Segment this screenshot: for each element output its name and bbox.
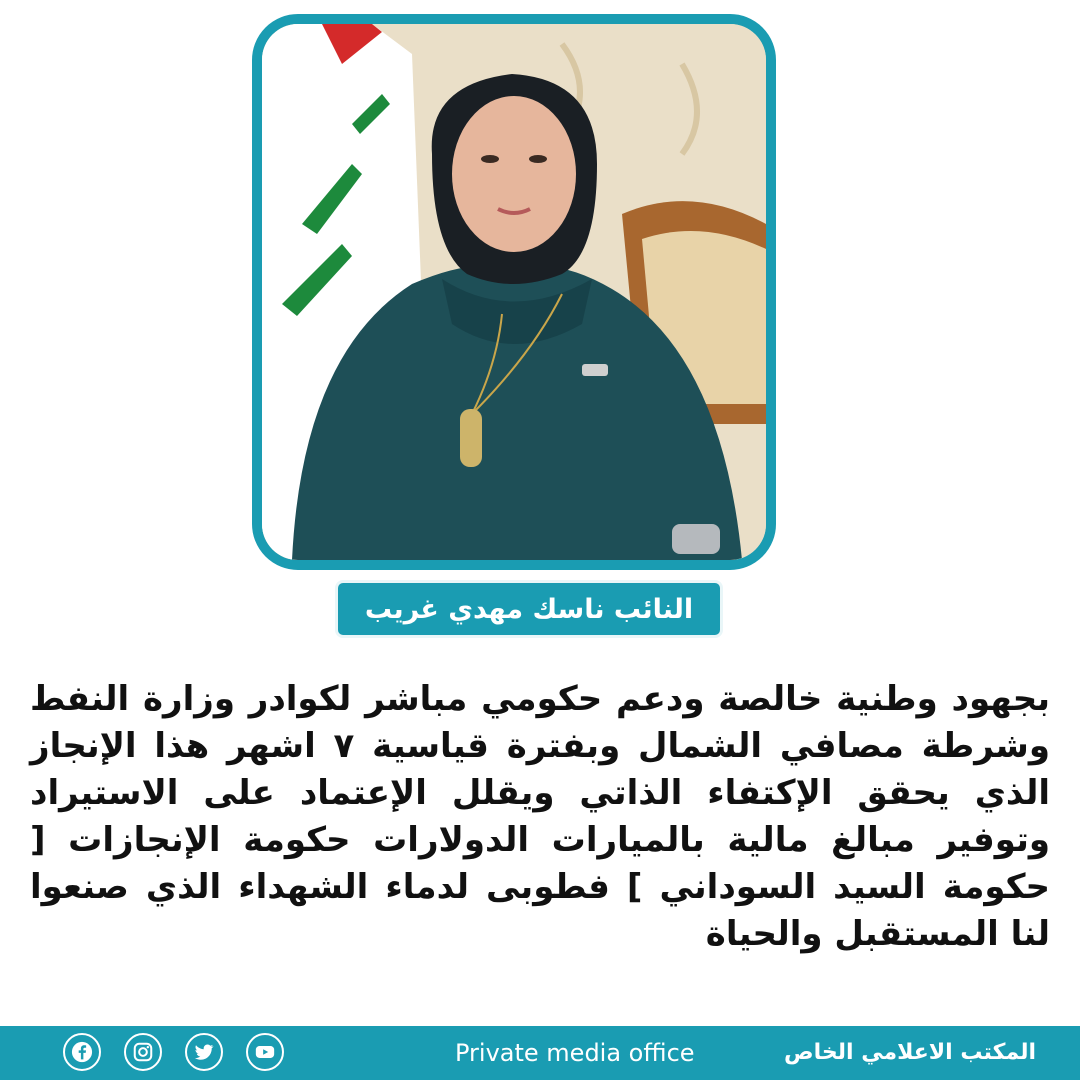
name-badge: النائب ناسك مهدي غريب xyxy=(335,580,723,638)
youtube-icon[interactable] xyxy=(246,1033,284,1071)
social-icons xyxy=(63,1033,284,1073)
portrait-illustration xyxy=(262,24,766,560)
statement-text: بجهود وطنية خالصة ودعم حكومي مباشر لكوادر وزارة النفط وشرطة مصافي الشمال وبفترة قياسية ٧ اشهر هذا الإنجاز الذي يحقق الإكتفاء الذاتي ويقلل الإعتماد على الاستيراد وتوفير مبالغ مالية بالميارات الدولارات حكومة الإنجازات [ حكومة السيد السوداني ] فطوبى لدماء الشهداء الذي صنعوا لنا المستقبل والحياة xyxy=(30,679,1051,954)
footer-office-english: Private media office xyxy=(455,1039,695,1067)
twitter-icon[interactable] xyxy=(185,1033,223,1071)
instagram-icon[interactable] xyxy=(124,1033,162,1071)
footer-bar xyxy=(0,1026,1080,1080)
facebook-icon[interactable] xyxy=(63,1033,101,1071)
footer-office-arabic: المكتب الاعلامي الخاص xyxy=(784,1040,1036,1065)
portrait-photo xyxy=(252,14,776,570)
